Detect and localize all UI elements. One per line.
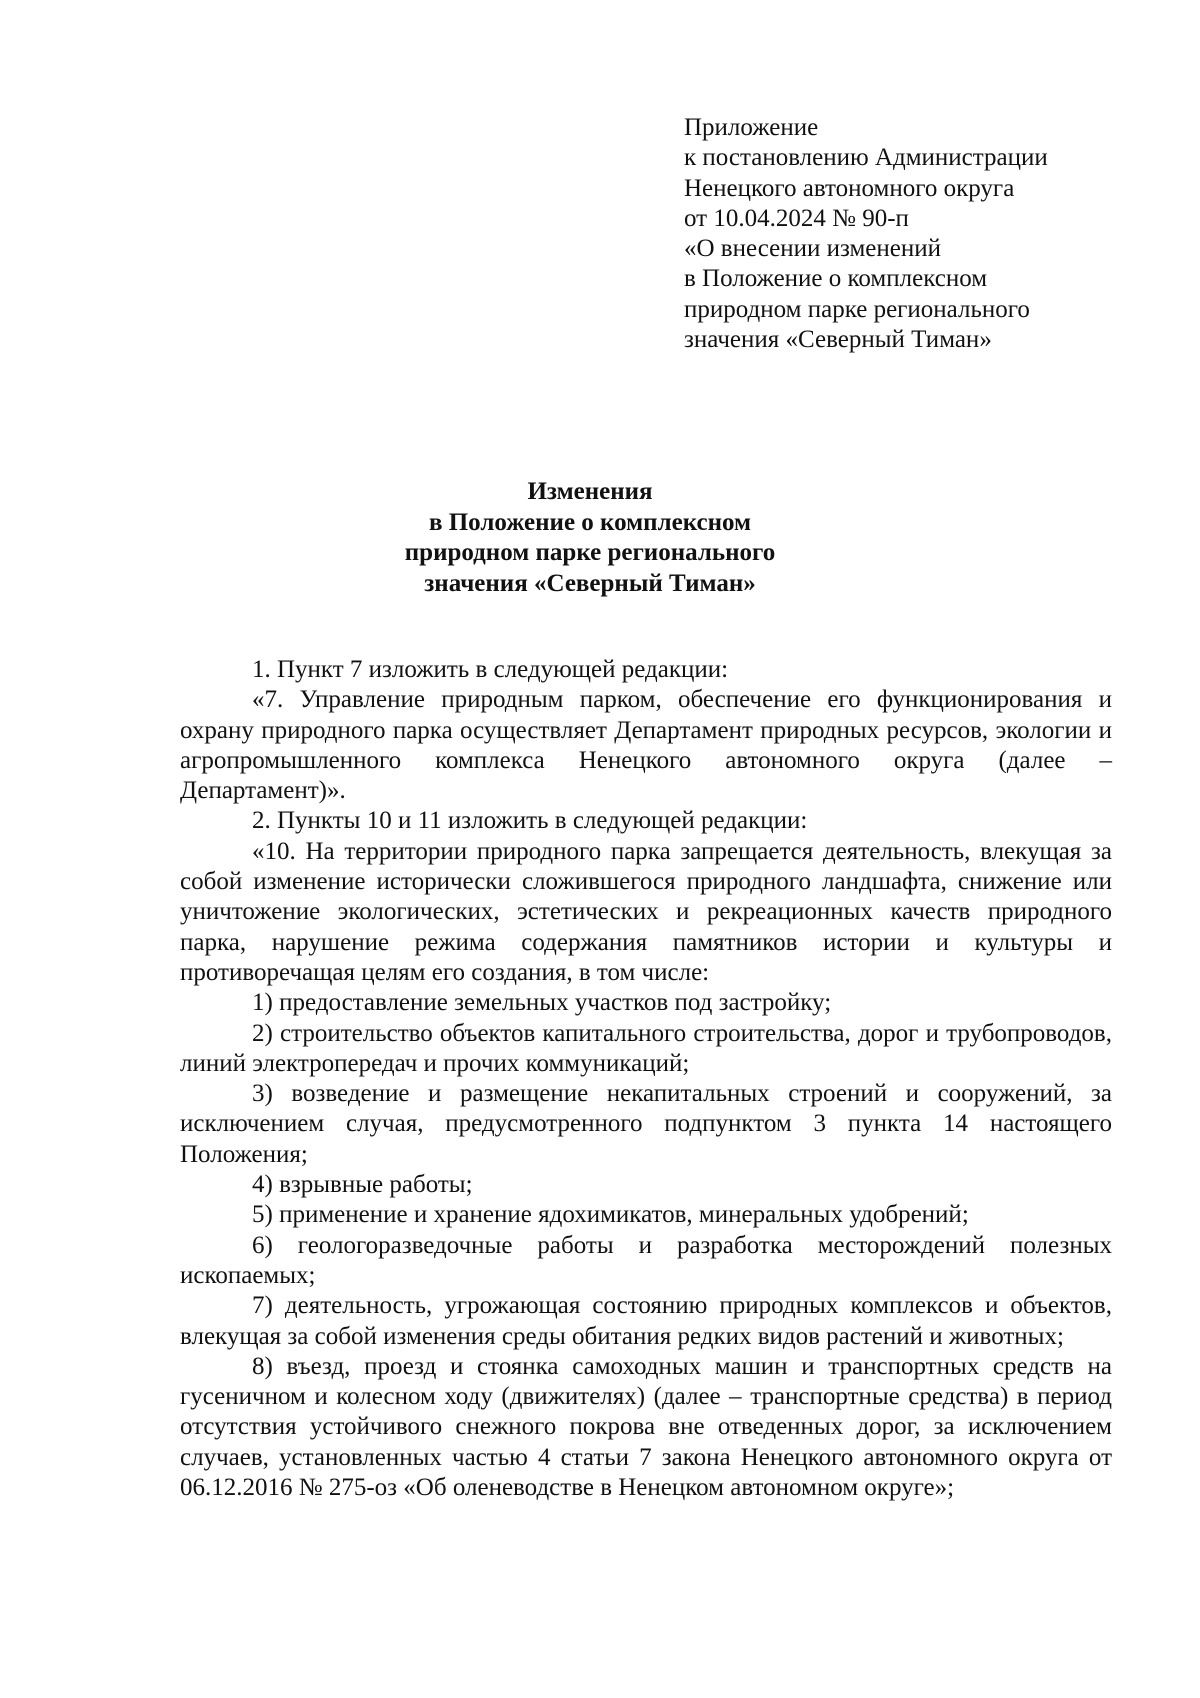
- appendix-line: «О внесении изменений: [684, 235, 942, 263]
- document-body: [180, 655, 1112, 1503]
- body-paragraph: 2. Пункты 10 и 11 изложить в следующей редакции:: [252, 807, 808, 835]
- appendix-line: значения «Северный Тиман»: [684, 326, 992, 354]
- body-paragraph: 1. Пункт 7 изложить в следующей редакции:: [252, 656, 729, 683]
- body-paragraph: 4) взрывные работы;: [252, 1171, 473, 1199]
- appendix-line: в Положение о комплексном: [684, 265, 988, 293]
- body-paragraph: «7. Управление природным парком, обеспечение его функционирования и охрану природного парка осуществляет Департамент природных ресурсов, экологии и агропромышленного комплекса Ненецкого автономного округа (далее – Департамент)».: [180, 686, 1112, 805]
- appendix-line: от 10.04.2024 № 90-п: [684, 204, 909, 232]
- body-paragraph: 5) применение и хранение ядохимикатов, минеральных удобрений;: [252, 1201, 969, 1229]
- body-paragraph: 6) геологоразведочные работы и разработка месторождений полезных ископаемых;: [180, 1231, 1112, 1289]
- appendix-block: [684, 113, 1164, 355]
- title-line: Изменения: [527, 478, 653, 505]
- body-paragraph: 1) предоставление земельных участков под застройку;: [252, 989, 832, 1017]
- body-paragraph: 8) въезд, проезд и стоянка самоходных машин и транспортных средств на гусеничном и колесном ходу (движителях) (далее – транспортные средства) в период отсутствия устойчивого снежного покрова вне отведенных дорог, за исключением случаев, установленных частью 4 статьи 7 закона Ненецкого автономного округа от 06.12.2016 № 275-оз «Об оленеводстве в Ненецком автономном округе»;: [180, 1352, 1112, 1502]
- appendix-line: Приложение: [684, 114, 819, 141]
- body-paragraph: «10. На территории природного парка запрещается деятельность, влекущая за собой изменение исторически сложившегося природного ландшафта, снижение или уничтожение экологических, эстетических и рекреационных качеств природного парка, нарушение режима содержания памятников истории и культуры и противоречащая целям его создания, в том числе:: [180, 837, 1112, 986]
- body-paragraph: 7) деятельность, угрожающая состоянию природных комплексов и объектов, влекущая за собой изменения среды обитания редких видов растений и животных;: [180, 1292, 1112, 1350]
- body-paragraph: 2) строительство объектов капитального строительства, дорог и трубопроводов, линий электропередач и прочих коммуникаций;: [180, 1019, 1112, 1077]
- title-line: природном парке регионального: [404, 539, 776, 566]
- title-line: в Положение о комплексном: [428, 508, 752, 536]
- title-line: значения «Северный Тиман»: [424, 569, 756, 597]
- appendix-line: природном парке регионального: [684, 295, 1030, 323]
- body-paragraph: 3) возведение и размещение некапитальных строений и сооружений, за исключением случая, предусмотренного подпунктом 3 пункта 14 настоящего Положения;: [180, 1080, 1112, 1168]
- document-title: [180, 477, 1000, 599]
- appendix-line: к постановлению Администрации: [684, 144, 1048, 172]
- appendix-line: Ненецкого автономного округа: [684, 174, 1015, 202]
